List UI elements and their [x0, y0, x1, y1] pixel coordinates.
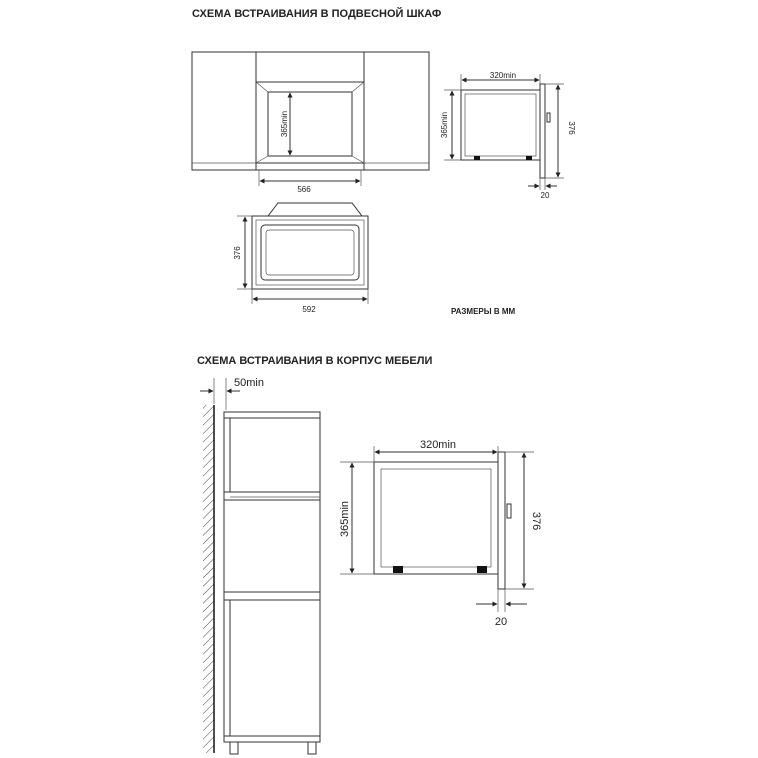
wall-cabinet-front-view [192, 52, 429, 194]
cabinet-niche [230, 418, 320, 492]
cabinet-foot-right [308, 742, 316, 754]
appliance-foot-back [477, 566, 487, 573]
side-height-min-label: 365min [440, 111, 449, 139]
gap-label: 50min [234, 377, 264, 389]
door-handle-large [507, 504, 511, 518]
units-note: РАЗМЕРЫ В ММ [451, 307, 516, 316]
appliance-foot-front [393, 566, 403, 573]
tall-cabinet [224, 412, 320, 754]
cabinet-opening [256, 82, 364, 163]
side-view-small [440, 71, 576, 200]
large-height-label: 376 [530, 511, 542, 531]
appliance-front-outline [252, 216, 368, 289]
large-height-min-label: 365min [339, 500, 351, 538]
cabinet-body [224, 412, 320, 742]
large-frame-label: 20 [494, 616, 508, 628]
appliance-body-large [374, 462, 498, 574]
appliance-frame [540, 84, 545, 178]
appliance-window [261, 225, 359, 280]
appliance-frame-large [498, 452, 505, 589]
furniture-title: СХЕМА ВСТРАИВАНИЯ В КОРПУС МЕБЕЛИ [197, 355, 433, 367]
cabinet-top-panel [256, 52, 364, 82]
cabinet-foot-left [230, 742, 238, 754]
side-view-large [339, 439, 542, 628]
front-height-label: 376 [233, 246, 242, 260]
wall-cabinet-title: СХЕМА ВСТРАИВАНИЯ В ПОДВЕСНОЙ ШКАФ [192, 8, 442, 20]
side-height-label: 376 [567, 121, 576, 135]
side-depth-label: 320min [489, 71, 517, 80]
large-depth-label: 320min [419, 439, 457, 451]
wall-section [203, 405, 214, 753]
side-frame-label: 20 [540, 191, 550, 200]
opening-height-label: 365min [280, 110, 289, 138]
appliance-body [461, 90, 540, 160]
cabinet-outline [192, 52, 429, 170]
front-width-label: 592 [302, 305, 316, 314]
appliance-front-view [233, 203, 368, 314]
opening-width-label: 566 [297, 185, 311, 194]
door-handle [547, 113, 550, 122]
